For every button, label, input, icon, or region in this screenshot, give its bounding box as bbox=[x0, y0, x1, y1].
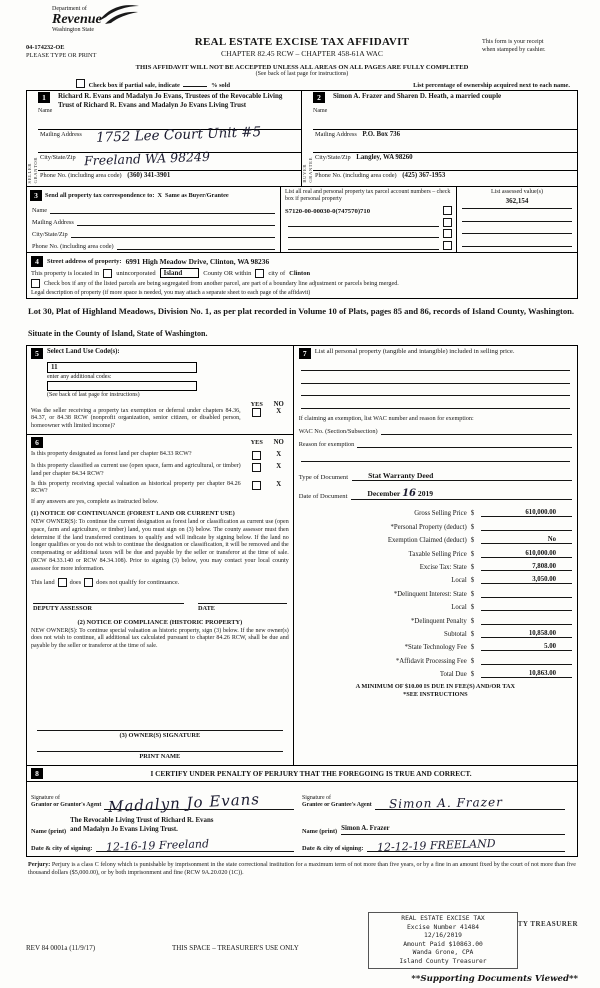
form-title: REAL ESTATE EXCISE TAX AFFIDAVIT bbox=[194, 36, 410, 48]
legal-description-label: Legal description of property (if more space is needed, you may attach a separate sheet to each page of the affidavit) bbox=[31, 290, 311, 296]
fee-row-affidavit-processing-fee bbox=[299, 651, 572, 664]
section-6-yes-header: YES bbox=[250, 438, 263, 446]
fee-value[interactable] bbox=[481, 530, 572, 531]
stamp-date: 12/16/2019 bbox=[424, 932, 462, 939]
buyer-csz-row bbox=[313, 152, 577, 170]
deputy-date-label: DATE bbox=[198, 603, 287, 612]
grantee-signature-value: Simon A. Frazer bbox=[388, 794, 503, 811]
form-code-block bbox=[26, 44, 96, 60]
section-5-see-back: (See back of last page for instructions) bbox=[47, 391, 140, 398]
seller-csz-value: Freeland WA 98249 bbox=[83, 148, 211, 169]
section-7-number: 7 bbox=[299, 348, 311, 359]
wac-row bbox=[299, 423, 572, 435]
dollar-sign: $ bbox=[470, 577, 475, 585]
buyer-mailing-label: Mailing Address bbox=[315, 131, 357, 138]
fee-label: Excise Tax: State bbox=[419, 564, 467, 572]
historic-question-row bbox=[31, 481, 289, 497]
dollar-sign: $ bbox=[470, 617, 475, 625]
receipt-note bbox=[482, 38, 578, 54]
section-8-certification bbox=[26, 766, 578, 857]
city-checkbox[interactable] bbox=[255, 269, 264, 278]
fee-value[interactable] bbox=[481, 610, 572, 611]
perjury-statement bbox=[28, 862, 576, 878]
notice-continuance-text: NEW OWNER(S): To continue the current designation as forest land or classification as current use (open space, farm and agriculture, or timber) land, you must sign on (3) below. The county assessor must then determine if the land transferred continues to qualify and will indicate by signing below. If the land no longer qualifies or you do not wish to continue the designation or classification, it will be removed and the compensating or additional taxes will be due and payable by the seller or transferor at the time of sale. (RCW 84.33.140 or RCW 84.34.108). Prior to signing (3) below, you may contact your local county assessor for more information. bbox=[31, 518, 289, 572]
buyer-grantee-box bbox=[302, 90, 578, 187]
seller-name-value: Richard R. Evans and Madalyn Jo Evans, Trustees of the Revocable Living Trust of Richard R. Evans and Madalyn Jo Evans Living Trust bbox=[58, 92, 283, 110]
middle-columns bbox=[26, 345, 578, 766]
wac-label: WAC No. (Section/Subsection) bbox=[298, 427, 378, 435]
correspondence-mailing-row bbox=[30, 214, 277, 226]
parcel-row-2 bbox=[285, 215, 452, 227]
stamp-excise-number: Excise Number 41484 bbox=[406, 923, 480, 931]
personal-property-label: List all personal property (tangible and intangible) included in selling price. bbox=[314, 347, 515, 355]
fee-row-excise-tax-state bbox=[299, 558, 572, 571]
grantor-signature-value: Madalyn Jo Evans bbox=[107, 789, 261, 816]
correspondence-phone-label: Phone No. (including area code) bbox=[32, 243, 114, 250]
document-date-year: 2019 bbox=[417, 489, 434, 499]
section-6-header bbox=[27, 434, 293, 449]
document-date-month: December bbox=[367, 489, 401, 499]
notice-continuance-title: (1) NOTICE OF CONTINUANCE (FOREST LAND OR CURRENT USE) bbox=[31, 509, 235, 517]
correspondence-name-row bbox=[30, 202, 277, 214]
segregated-checkbox[interactable] bbox=[31, 279, 40, 288]
fee-row-subtotal bbox=[299, 625, 572, 638]
document-type-value: Stat Warranty Deed bbox=[352, 471, 572, 481]
land-does-checkbox[interactable] bbox=[58, 578, 67, 587]
stamp-title: REAL ESTATE EXCISE TAX bbox=[401, 915, 485, 922]
parcel-3-personal-checkbox[interactable] bbox=[443, 229, 452, 238]
stamp-treasurer-title: Island County Treasurer bbox=[399, 957, 487, 965]
fee-row-gross-selling-price bbox=[299, 504, 572, 517]
buyer-rail bbox=[302, 91, 313, 186]
parcel-row-1 bbox=[285, 204, 452, 216]
rev-form-code: REV 84 0001a (11/9/17) bbox=[26, 944, 96, 952]
fee-label: Total Due bbox=[439, 671, 467, 679]
grantor-print-area bbox=[31, 813, 302, 835]
partial-sale-option bbox=[76, 79, 232, 89]
deferral-question: Was the seller receiving a property tax exemption or deferral under chapters 84.36, 84.37, or 84.38 RCW (nonprofit organization, senior citizen, or disabled person, homeowner with limited income)? bbox=[31, 407, 241, 430]
fee-row-delinquent-interest-state bbox=[299, 584, 572, 597]
owners-signature-label: (3) OWNER(S) SIGNATURE bbox=[119, 731, 201, 739]
section-6-no-header: NO bbox=[273, 438, 284, 446]
fee-label: Subtotal bbox=[444, 631, 467, 638]
grantee-agent-label: Grantee or Grantee's Agent bbox=[302, 802, 372, 809]
correspondence-name-label: Name bbox=[32, 207, 48, 214]
fee-table bbox=[299, 504, 572, 678]
footer bbox=[26, 912, 578, 984]
treasurer-stamp bbox=[368, 912, 518, 969]
does-label: does bbox=[69, 578, 82, 586]
fee-value[interactable]: 7,808.00 bbox=[481, 563, 572, 571]
perjury-label: Perjury: bbox=[28, 861, 51, 868]
fee-row-total-due bbox=[299, 665, 572, 678]
dollar-sign: $ bbox=[470, 523, 475, 531]
fee-label: *State Technology Fee bbox=[404, 644, 467, 652]
fee-value[interactable]: 610,000.00 bbox=[481, 550, 572, 558]
grantor-signature-area bbox=[31, 784, 302, 816]
grantor-date-city-value: 12-16-19 Freeland bbox=[106, 836, 210, 854]
partial-sale-label: Check box if partial sale, indicate bbox=[88, 82, 180, 89]
grantor-date-city-line[interactable] bbox=[96, 838, 294, 852]
deferral-no-mark: X bbox=[276, 407, 282, 415]
print-name-line[interactable] bbox=[37, 751, 283, 752]
document-date-row bbox=[299, 486, 572, 500]
grantor-agent-label: Grantor or Grantor's Agent bbox=[31, 802, 102, 809]
seller-csz-label: City/State/Zip bbox=[40, 154, 76, 161]
dollar-sign: $ bbox=[470, 604, 475, 612]
parcel-numbers-header: List all real and personal property tax parcel account numbers – check box if personal property bbox=[285, 189, 451, 203]
perjury-text: Perjury is a class C felony which is punishable by imprisonment in the state correctional institution for a maximum term of not more than five years, or by a fine in an amount fixed by the court of not more than five thousand dollars ($5,000.00), or by both imprisonment and fine (RCW 9A.20.020 (1C)). bbox=[28, 861, 576, 876]
land-use-title: Select Land Use Code(s): bbox=[47, 347, 120, 355]
see-instructions-note: *SEE INSTRUCTIONS bbox=[403, 691, 468, 699]
section-2-number: 2 bbox=[313, 92, 325, 103]
parcel-2-field[interactable] bbox=[288, 217, 439, 227]
fee-label: Taxable Selling Price bbox=[408, 550, 467, 558]
grantee-date-city-line[interactable] bbox=[367, 838, 565, 852]
grantee-signature-line[interactable] bbox=[375, 791, 565, 810]
section-3-number: 3 bbox=[30, 190, 42, 201]
seller-phone-label: Phone No. (including area code) bbox=[40, 172, 122, 179]
section-8-number: 8 bbox=[31, 768, 43, 779]
assessed-value-2-field[interactable] bbox=[462, 209, 572, 222]
deferral-question-row bbox=[31, 408, 289, 431]
situate-text: Situate in the County of Island, State of Washington. bbox=[28, 328, 208, 338]
same-as-buyer-label: Same as Buyer/Grantee bbox=[165, 192, 229, 199]
fee-label: *Delinquent Penalty bbox=[411, 617, 467, 625]
forest-no-mark: X bbox=[276, 450, 282, 458]
dor-logo bbox=[52, 6, 102, 33]
section-5-6-column bbox=[26, 346, 294, 766]
seller-phone-row bbox=[38, 170, 301, 186]
grantor-signature-line[interactable] bbox=[104, 789, 294, 816]
completion-warning: THIS AFFIDAVIT WILL NOT BE ACCEPTED UNLESS ALL AREAS ON ALL PAGES ARE FULLY COMPLETED bbox=[135, 64, 469, 71]
segregated-label: Check box if any of the listed parcels are being segregated from another parcel, are part of a boundary line adjustment or parcels being merged. bbox=[44, 280, 399, 287]
minimum-due-note: A MINIMUM OF $10.00 IS DUE IN FEE(S) AND/OR TAX bbox=[355, 683, 516, 691]
dollar-sign: $ bbox=[470, 671, 475, 679]
document-type-label: Type of Document bbox=[298, 474, 349, 482]
city-of-label: city of bbox=[268, 269, 286, 277]
dollar-sign: $ bbox=[470, 631, 475, 638]
if-yes-note: If any answers are yes, complete as instructed below. bbox=[31, 499, 159, 506]
parcel-4-personal-checkbox[interactable] bbox=[443, 241, 452, 250]
deputy-assessor-row bbox=[31, 603, 289, 612]
grantee-print-value: Simon A. Frazer bbox=[341, 824, 390, 832]
section-1-number: 1 bbox=[38, 92, 50, 103]
fee-value[interactable]: 3,050.00 bbox=[481, 576, 572, 584]
document-type-row bbox=[299, 467, 572, 481]
grantor-date-city-label: Date & city of signing: bbox=[31, 844, 93, 852]
fee-row-personal-property-deduct bbox=[299, 517, 572, 530]
street-address-label: Street address of property: bbox=[47, 258, 122, 265]
owners-signature-block bbox=[31, 730, 289, 763]
additional-codes-label: enter any additional codes: bbox=[47, 373, 112, 380]
certify-statement: I CERTIFY UNDER PENALTY OF PERJURY THAT THE FOREGOING IS TRUE AND CORRECT. bbox=[150, 768, 472, 778]
historic-question: Is this property receiving special valuation as historical property per chapter 84.26 RCW? bbox=[31, 480, 241, 495]
county-or-within-label: County OR within bbox=[203, 269, 252, 277]
section-4-number: 4 bbox=[31, 256, 43, 267]
parcel-number-value: S7120-00-00030-0(747570)710 bbox=[285, 208, 371, 216]
correspondence-phone-field[interactable] bbox=[117, 240, 275, 250]
fee-value[interactable]: 10,863.00 bbox=[481, 670, 572, 678]
send-correspondence-label: Send all property tax correspondence to: bbox=[45, 192, 155, 199]
parties-section bbox=[26, 90, 578, 187]
fee-label: Gross Selling Price bbox=[414, 510, 467, 518]
section-3-correspondence bbox=[26, 187, 578, 253]
percent-sold-label: % sold bbox=[211, 82, 231, 89]
county-treasurer-fragment: TY TREASURER bbox=[517, 920, 578, 928]
seller-rail-word-seller: SELLER bbox=[27, 162, 33, 183]
fee-value[interactable] bbox=[481, 664, 572, 665]
grantor-print-line2: and Madalyn Jo Evans Living Trust. bbox=[70, 825, 178, 833]
parcel-4-field[interactable] bbox=[288, 240, 439, 250]
buyer-rail-word-buyer: BUYER bbox=[302, 164, 308, 183]
unincorporated-checkbox[interactable] bbox=[103, 269, 112, 278]
seller-name-label: Name bbox=[38, 108, 53, 114]
seller-csz-row bbox=[38, 148, 301, 170]
same-as-buyer-mark: X bbox=[157, 192, 162, 199]
grantee-date-city-value: 12-12-19 FREELAND bbox=[377, 836, 497, 854]
parcel-row-4 bbox=[285, 238, 452, 250]
city-value: Clinton bbox=[289, 269, 311, 277]
historic-no-mark: X bbox=[276, 480, 282, 488]
current-use-no-mark: X bbox=[276, 462, 282, 470]
exemption-label: If claiming an exemption, list WAC number and reason for exemption: bbox=[298, 414, 474, 422]
county-value: Island bbox=[160, 268, 200, 278]
section-5-no-header: NO bbox=[273, 400, 284, 408]
title-block bbox=[146, 36, 458, 58]
see-back-note: (See back of last page for instructions) bbox=[255, 71, 349, 77]
buyer-phone-label: Phone No. (including area code) bbox=[315, 172, 397, 179]
supporting-documents-note: **Supporting Documents Viewed** bbox=[411, 974, 578, 984]
grantor-signature-of-label: Signature of bbox=[31, 794, 60, 801]
logo-washington-state: Washington State bbox=[52, 26, 95, 33]
stamp-cashier-name: Wanda Grone, CPA bbox=[412, 949, 474, 956]
correspondence-mailing-field[interactable] bbox=[77, 216, 275, 226]
section-4-property bbox=[26, 253, 578, 299]
assessed-value-3-field[interactable] bbox=[462, 222, 572, 235]
land-does-not-checkbox[interactable] bbox=[84, 578, 93, 587]
reason-field[interactable] bbox=[357, 438, 572, 448]
qualify-line bbox=[31, 578, 289, 587]
dollar-sign: $ bbox=[470, 657, 475, 665]
fee-label: *Delinquent Interest: State bbox=[393, 590, 467, 598]
fee-value[interactable]: 610,000.00 bbox=[481, 509, 572, 517]
logo-revenue: Revenue bbox=[52, 11, 102, 27]
ownership-percentage-note: List percentage of ownership acquired next to each name. bbox=[413, 82, 570, 89]
fee-row-delinquent-penalty bbox=[299, 611, 572, 624]
dollar-sign: $ bbox=[470, 510, 475, 518]
buyer-mailing-value: P.O. Box 736 bbox=[362, 131, 401, 138]
personal-property-line-2[interactable] bbox=[301, 371, 570, 384]
owners-signature-line[interactable] bbox=[37, 730, 283, 731]
grantee-signature-of-label: Signature of bbox=[302, 794, 331, 801]
document-date-value bbox=[351, 488, 572, 500]
located-in-label: This property is located in bbox=[31, 269, 100, 277]
parcel-1-personal-checkbox[interactable] bbox=[443, 206, 452, 215]
personal-property-line-3[interactable] bbox=[301, 384, 570, 397]
section-7-column bbox=[294, 346, 578, 766]
fee-label: Exemption Claimed (deduct) bbox=[387, 537, 467, 545]
correspondence-csz-field[interactable] bbox=[71, 228, 275, 238]
assessed-values-header: List assessed value(s) bbox=[491, 189, 543, 195]
buyer-mailing-row bbox=[313, 129, 577, 152]
grantor-name-print-label: Name (print) bbox=[31, 827, 67, 835]
section-5-yes-header: YES bbox=[250, 400, 263, 408]
form-code: 04-174232-OE bbox=[26, 44, 65, 51]
fee-value[interactable]: 5.00 bbox=[481, 643, 572, 651]
does-not-label: does not qualify for continuance. bbox=[96, 578, 180, 586]
forest-yes-checkbox[interactable] bbox=[252, 451, 261, 460]
form-chapter: CHAPTER 82.45 RCW – CHAPTER 458-61A WAC bbox=[221, 49, 383, 58]
dollar-sign: $ bbox=[470, 564, 475, 572]
personal-property-line-4[interactable] bbox=[301, 396, 570, 409]
reason-row bbox=[299, 436, 572, 448]
dollar-sign: $ bbox=[470, 644, 475, 652]
assessed-value-1: 362,154 bbox=[462, 197, 572, 209]
grantor-print-line1: The Revocable Living Trust of Richard R. Evans bbox=[70, 817, 214, 825]
current-use-question-row bbox=[31, 463, 289, 479]
stamp-amount-paid: Amount Paid $10863.00 bbox=[403, 940, 483, 948]
land-use-code-field[interactable]: 11 bbox=[47, 362, 197, 373]
fee-label: Local bbox=[451, 604, 467, 612]
grantee-name-print-label: Name (print) bbox=[302, 827, 338, 835]
parcel-3-field[interactable] bbox=[288, 228, 439, 238]
deferral-yes-checkbox[interactable] bbox=[252, 408, 261, 417]
legal-description-text: Lot 30, Plat of Highland Meadows, Division No. 1, as per plat recorded in Volume 10 of Plats, pages 85 and 86, records of Island County, Washington. bbox=[28, 306, 575, 316]
assessed-value-4-field[interactable] bbox=[462, 234, 572, 247]
forest-land-question: Is this property designated as forest land per chapter 84.33 RCW? bbox=[31, 450, 192, 457]
treasurer-use-only-label: THIS SPACE – TREASURER'S USE ONLY bbox=[172, 944, 299, 952]
document-date-label: Date of Document bbox=[298, 493, 348, 501]
fee-row-exemption-claimed bbox=[299, 531, 572, 544]
seller-mailing-label: Mailing Address bbox=[40, 131, 82, 138]
correspondence-name-field[interactable] bbox=[50, 204, 275, 214]
date-city-row bbox=[27, 836, 577, 856]
street-address-value: 6991 High Meadow Drive, Clinton, WA 98236 bbox=[125, 257, 270, 266]
forest-land-question-row bbox=[31, 451, 289, 461]
buyer-phone-value: (425) 367-1953 bbox=[402, 172, 446, 179]
buyer-csz-value: Langley, WA 98260 bbox=[356, 154, 413, 161]
unincorporated-label: unincorporated bbox=[116, 269, 156, 277]
buyer-name-value: Simon A. Frazer and Sharen D. Heath, a married couple bbox=[333, 92, 502, 100]
buyer-name-label: Name bbox=[313, 108, 328, 114]
personal-property-line-1[interactable] bbox=[301, 359, 570, 372]
correspondence-mailing-label: Mailing Address bbox=[32, 219, 74, 226]
logo-department-of: Department of bbox=[52, 6, 87, 12]
buyer-csz-label: City/State/Zip bbox=[315, 154, 351, 161]
grantee-date-city-area bbox=[302, 838, 573, 852]
notice-compliance-text: NEW OWNER(S): To continue special valuation as historic property, sign (3) below. If the new owner(s) does not wish to continue, all additional tax calculated pursuant to chapter 84.26 RCW, shall be due and payable by the seller or transferor at the time of sale. bbox=[31, 627, 289, 650]
current-use-question: Is this property classified as current use (open space, farm and agricultural, or timber) land per chapter 84.34 RCW? bbox=[31, 462, 241, 477]
partial-sale-checkbox[interactable] bbox=[76, 79, 85, 88]
reason-extra-line[interactable] bbox=[301, 450, 570, 463]
partial-sale-percent-field[interactable] bbox=[183, 86, 207, 87]
this-land-label: This land bbox=[31, 578, 55, 586]
seller-rail bbox=[27, 91, 38, 186]
seller-rail-word-grantor: GRANTOR bbox=[32, 156, 38, 183]
correspondence-csz-row bbox=[30, 226, 277, 238]
fee-row-taxable-selling-price bbox=[299, 544, 572, 557]
dollar-sign: $ bbox=[470, 590, 475, 598]
grantee-date-city-label: Date & city of signing: bbox=[302, 844, 364, 852]
fee-value[interactable] bbox=[481, 624, 572, 625]
fee-value[interactable] bbox=[481, 597, 572, 598]
correspondence-phone-row bbox=[30, 238, 277, 250]
additional-codes-field[interactable] bbox=[47, 381, 197, 391]
print-name-label: PRINT NAME bbox=[139, 752, 181, 760]
seller-phone-value: (360) 341-3901 bbox=[127, 172, 171, 179]
document-date-day: 16 bbox=[402, 488, 416, 500]
fee-row-state-technology-fee bbox=[299, 638, 572, 651]
fee-label: Local bbox=[451, 577, 467, 585]
partial-sale-row bbox=[26, 79, 578, 89]
grantor-date-city-area bbox=[31, 838, 302, 852]
type-or-print-label: PLEASE TYPE OR PRINT bbox=[26, 52, 97, 60]
fee-value[interactable]: No bbox=[481, 536, 572, 544]
current-use-yes-checkbox[interactable] bbox=[252, 463, 261, 472]
dollar-sign: $ bbox=[470, 537, 475, 545]
buyer-phone-row bbox=[313, 170, 577, 186]
receipt-note-line2: when stamped by cashier. bbox=[482, 46, 546, 54]
parcel-2-personal-checkbox[interactable] bbox=[443, 218, 452, 227]
fee-row-excise-tax-local bbox=[299, 571, 572, 584]
section-5-number: 5 bbox=[31, 348, 43, 359]
grantee-print-area bbox=[302, 813, 573, 835]
seller-mailing-row bbox=[38, 124, 301, 152]
buyer-rail-word-grantee: GRANTEE bbox=[307, 157, 313, 183]
logo-swoosh-icon bbox=[98, 3, 140, 27]
fee-label: *Personal Property (deduct) bbox=[390, 523, 467, 531]
fee-row-delinquent-interest-local bbox=[299, 598, 572, 611]
reason-label: Reason for exemption bbox=[298, 440, 355, 448]
fee-label: *Affidavit Processing Fee bbox=[395, 657, 467, 665]
receipt-note-line1: This form is your receipt bbox=[482, 38, 544, 45]
grantee-signature-area bbox=[302, 784, 573, 810]
notice-compliance-title: (2) NOTICE OF COMPLIANCE (HISTORIC PROPERTY) bbox=[77, 618, 243, 626]
seller-grantor-box bbox=[26, 90, 302, 187]
historic-yes-checkbox[interactable] bbox=[252, 481, 261, 490]
dollar-sign: $ bbox=[470, 550, 475, 558]
header bbox=[26, 6, 578, 64]
seller-mailing-value: 1752 Lee Court Unit #5 bbox=[95, 124, 262, 146]
signatures-row bbox=[27, 782, 577, 816]
wac-field[interactable] bbox=[381, 425, 572, 435]
section-6-number: 6 bbox=[31, 437, 43, 448]
fee-value[interactable]: 10,858.00 bbox=[481, 630, 572, 638]
correspondence-csz-label: City/State/Zip bbox=[32, 231, 68, 238]
deputy-assessor-label: DEPUTY ASSESSOR bbox=[33, 603, 184, 612]
parcel-row-3 bbox=[285, 227, 452, 239]
